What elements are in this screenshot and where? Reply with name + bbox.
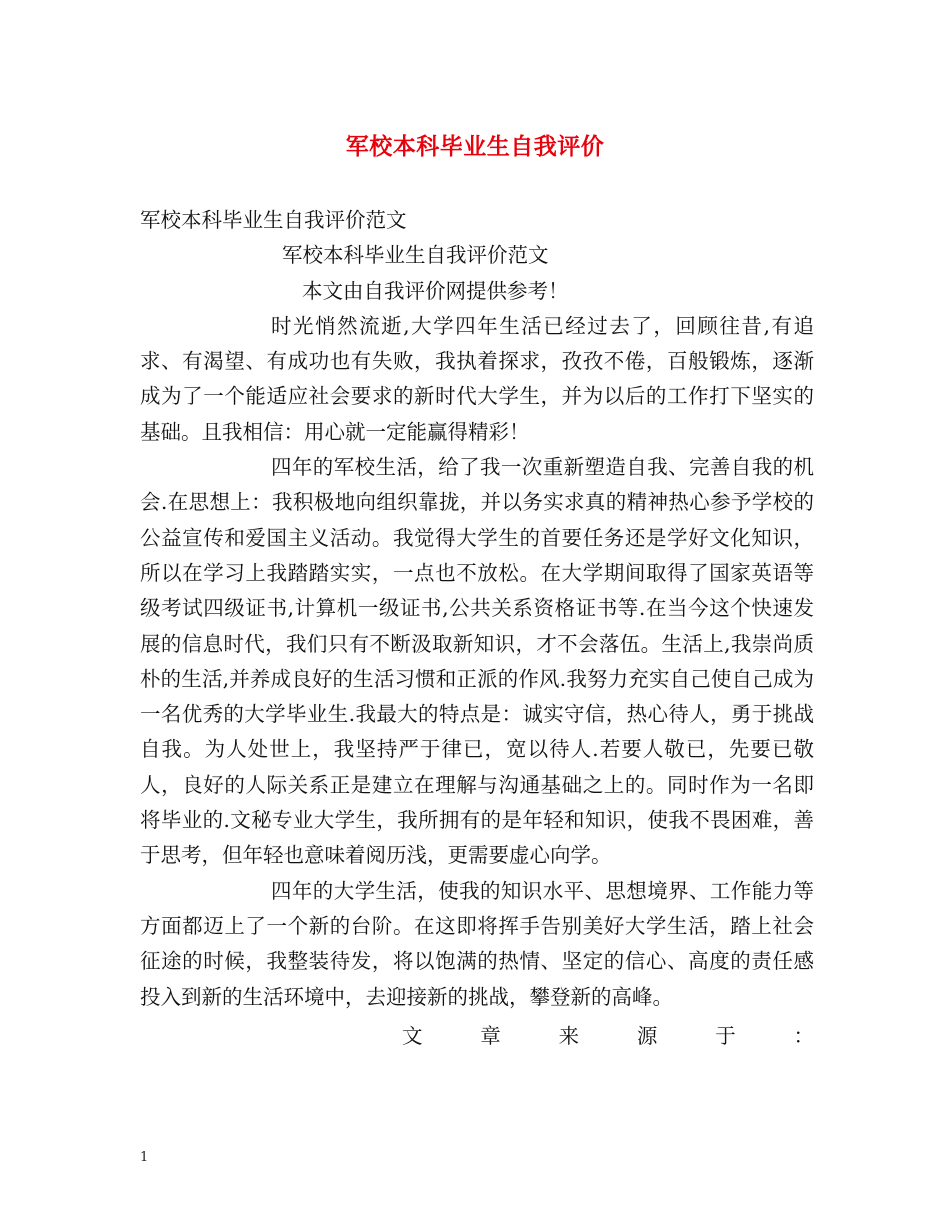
source-char: 章 <box>480 1023 501 1048</box>
source-char: 源 <box>636 1023 658 1048</box>
source-char: 来 <box>558 1023 580 1048</box>
paragraph-2: 四年的军校生活，给了我一次重新塑造自我、完善自我的机会.在思想上：我积极地向组织靠拢，并以务实求真的精神热心参予学校的公益宣传和爱国主义活动。我觉得大学生的首要任务还是学好文化知识，所以在学习上我踏踏实实，一点也不放松。在大学期间取得了国家英语等级考试四级证书,计算机一级证书,公共关系资格证书等.在当今这个快速发展的信息时代，我们只有不断汲取新知识，才不会落伍。生活上,我崇尚质朴的生活,并养成良好的生活习惯和正派的作风.我努力充实自己使自己成为一名优秀的大学毕业生.我最大的特点是：诚实守信，热心待人，勇于挑战自我。为人处世上，我坚持严于律已，宽以待人.若要人敬已，先要已敬人，良好的人际关系正是建立在理解与沟通基础之上的。同时作为一名即将毕业的.文秘专业大学生，我所拥有的是年轻和知识，使我不畏困难，善于思考，但年轻也意味着阅历浅，更需要虚心向学。 <box>140 455 814 868</box>
source-char: ： <box>793 1023 814 1048</box>
page-number: 1 <box>140 1150 149 1165</box>
subtitle-1: 军校本科毕业生自我评价范文 <box>140 208 407 232</box>
subtitle-2: 军校本科毕业生自我评价范文 <box>282 243 549 268</box>
document-title: 军校本科毕业生自我评价 <box>345 134 605 160</box>
paragraph-1: 时光悄然流逝,大学四年生活已经过去了，回顾往昔,有追求、有渴望、有成功也有失败，我执着探求，孜孜不倦，百般锻炼，逐渐成为了一个能适应社会要求的新时代大学生，并为以后的工作打下坚实的基础。且我相信：用心就一定能赢得精彩！ <box>140 313 814 444</box>
paragraph-3: 四年的大学生活，使我的知识水平、思想境界、工作能力等方面都迈上了一个新的台阶。在这即将挥手告别美好大学生活，踏上社会征途的时候，我整装待发，将以饱满的热情、坚定的信心、高度的责任感投入到新的生活环境中，去迎接新的挑战，攀登新的高峰。 <box>140 878 814 1009</box>
source-char: 文 <box>402 1023 423 1048</box>
source-note: 本文由自我评价网提供参考！ <box>302 278 569 303</box>
source-char: 于 <box>715 1023 736 1048</box>
article-source-line <box>140 1019 814 1054</box>
document-body <box>140 203 814 1054</box>
